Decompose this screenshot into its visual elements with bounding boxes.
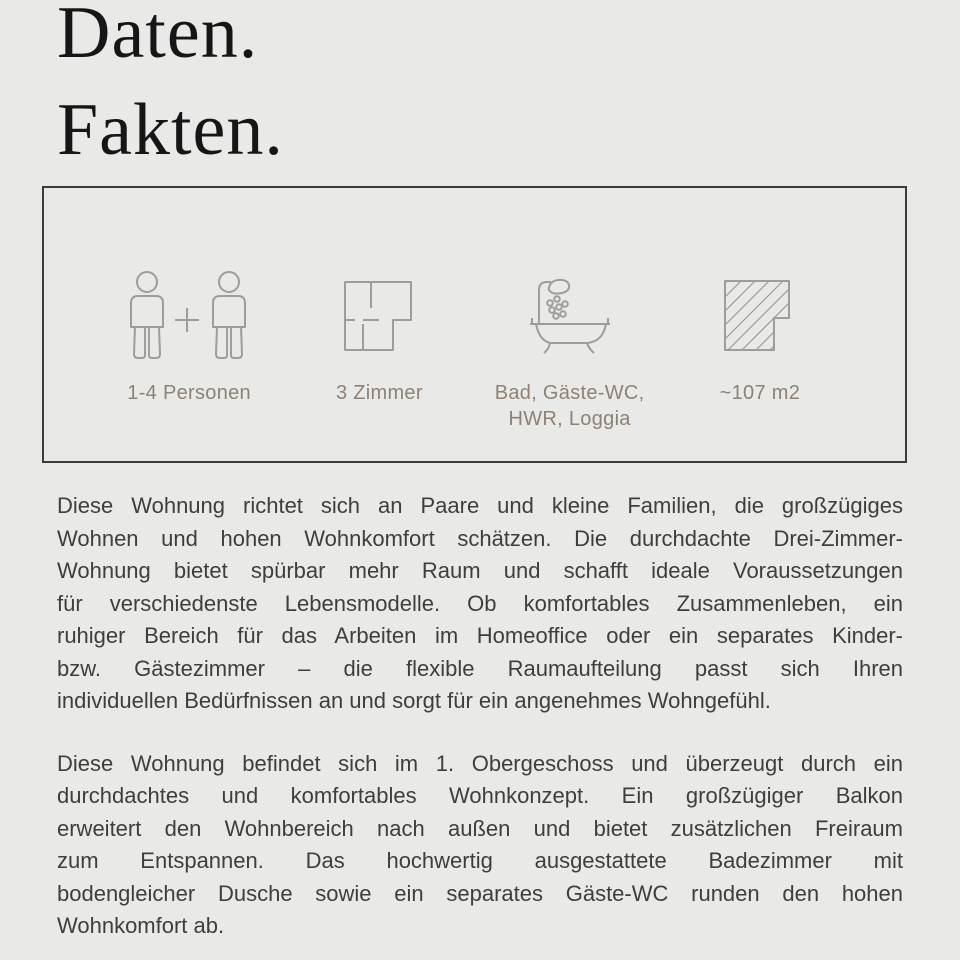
- text-line: Wohnung bietet spürbar mehr Raum und schafft ideale Voraussetzungen: [57, 558, 903, 583]
- text-line: für verschiedenste Lebensmodelle. Ob komfortables Zusammenleben, ein: [57, 590, 903, 616]
- area-icon-box: [717, 270, 802, 362]
- floorplan-icon-box: [337, 270, 422, 362]
- fact-label-rooms: 3 Zimmer: [335, 382, 423, 404]
- area-icon: [717, 276, 802, 356]
- fact-item-bath: [475, 188, 665, 461]
- text-line: Diese Wohnung befindet sich im 1. Obergeschoss und überzeugt durch ein: [57, 750, 903, 776]
- title-line-1: Daten.: [57, 0, 259, 74]
- text-line: durchdachtes und komfortables Wohnkonzept. Ein großzügiger Balkon: [57, 783, 903, 808]
- facts-panel: [42, 186, 907, 463]
- text-line: Wohnkomfort ab.: [57, 913, 225, 938]
- text-line: zum Entspannen. Das hochwertig ausgestattete Badezimmer mit: [57, 848, 903, 873]
- floorplan-icon: [337, 276, 422, 356]
- text-line: Diese Wohnung richtet sich an Paare und kleine Familien, die großzügiges: [57, 493, 903, 518]
- persons-icon-box: [125, 270, 253, 362]
- text-line: Wohnen und hohen Wohnkomfort schätzen. Die durchdachte Drei-Zimmer-: [57, 525, 903, 551]
- fact-item-area: [665, 188, 855, 461]
- fact-label-bath: Bad, Gäste-WC, HWR, Loggia: [494, 382, 645, 430]
- text-line: individuellen Bedürfnissen an und sorgt für ein angenehmes Wohngefühl.: [57, 688, 771, 713]
- text-line: erweitert den Wohnbereich nach außen und bietet zusätzlichen Freiraum: [57, 815, 903, 841]
- bathtub-icon-box: [525, 270, 615, 362]
- fact-item-rooms: [284, 188, 474, 461]
- paragraph-2: [57, 748, 903, 943]
- description-text: [57, 490, 903, 943]
- title-line-2: Fakten.: [57, 89, 284, 171]
- fact-item-persons: [94, 188, 284, 461]
- paragraph-1: [57, 490, 903, 718]
- text-line: ruhiger Bereich für das Arbeiten im Homeoffice oder ein separates Kinder-: [57, 623, 903, 648]
- fact-label-persons: 1-4 Personen: [127, 382, 251, 404]
- persons-icon: [125, 271, 253, 361]
- text-line: bodengleicher Dusche sowie ein separates Gäste-WC runden den hohen: [57, 880, 903, 906]
- text-line: bzw. Gästezimmer – die flexible Raumaufteilung passt sich Ihren: [57, 655, 903, 681]
- page-title: [57, 0, 960, 179]
- fact-label-area: ~107 m2: [719, 382, 801, 404]
- bathtub-icon: [525, 276, 615, 356]
